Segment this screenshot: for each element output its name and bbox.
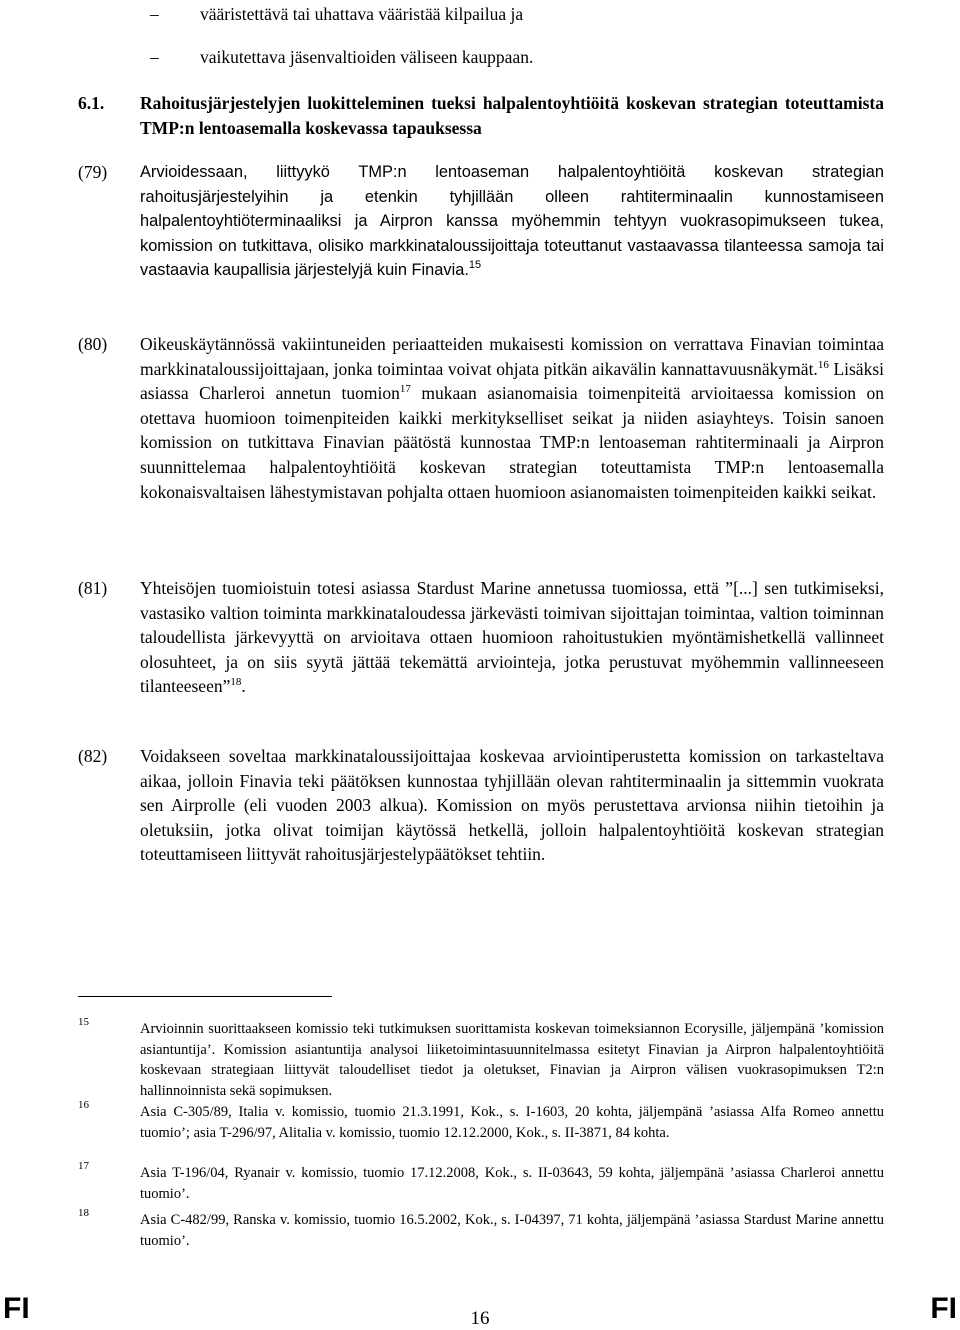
section-number: 6.1. xyxy=(78,93,105,113)
footer-language-right: FI xyxy=(930,1292,957,1325)
footnote-ref[interactable]: 15 xyxy=(468,259,482,272)
paragraph-81 xyxy=(78,576,884,699)
footnote-15 xyxy=(78,1016,884,1101)
paragraph-82 xyxy=(78,744,884,867)
paragraph-body: Oikeuskäytännössä vakiintuneiden periaatteiden mukaisesti komission on verrattava Finavian toimintaa markkinataloussijoittajaan, jonka toimintaa voivat ohjata pitkän aikavälin kannattavuusnäkymät. xyxy=(140,334,884,379)
section-title: Rahoitusjärjestelyjen luokitteleminen tueksi halpalentoyhtiöitä koskevan strategian toteuttamista TMP:n lentoasemalla koskevassa tapauksessa xyxy=(140,93,884,138)
paragraph-number: (79) xyxy=(78,162,108,182)
footnote-17 xyxy=(78,1160,884,1204)
paragraph-text: Voidakseen soveltaa markkinataloussijoittajaa koskevaa arviointiperustetta komission on tarkasteltava aikaa, jolloin Finavia teki päätöksen kunnostaa tyhjillään olevan rahtiterminaalin ja sittemmin vuokrata sen Airprolle (eli vuoden 2003 alkua). Komission on myös perustettava arvionsa niihin tietoihin ja oletuksiin, jotka olivat toimijan käytössä hetkellä, jolloin halpalentoyhtiöitä koskevan strategian toteuttamiseen liittyvät rahoitusjärjestelypäätökset tehtiin. xyxy=(140,746,884,865)
paragraph-number: (80) xyxy=(78,334,108,354)
footnote-number: 16 xyxy=(78,1099,89,1111)
footnote-ref[interactable]: 18 xyxy=(230,676,242,689)
footer-language-left: FI xyxy=(3,1292,30,1325)
dash-bullet: – xyxy=(150,4,159,24)
footnote-ref[interactable]: 16 xyxy=(817,358,829,371)
footnote-16 xyxy=(78,1099,884,1143)
paragraph-body: mukaan asianomaisia toimenpiteitä arvioitaessa komission on otettava huomioon toimenpiteiden kaikki merkitykselliset seikat ja niiden asiayhteys. Toisin sanoen komission on tutkittava Finavian päätöstä kunnostaa TMP:n lentoaseman rahtiterminaali ja Airpron suunnittelemaa halpalentoyhtiöitä koskevan strategian toteuttamista TMP:n lentoasemalla kokonaisvaltaisen lähestymistavan pohjalta ottaen huomioon asianomaisten toimenpiteiden kaikki seikat. xyxy=(140,383,884,502)
paragraph-number: (81) xyxy=(78,578,108,598)
paragraph-body: Arvioidessaan, liittyykö TMP:n lentoaseman halpalentoyhtiöitä koskevan strategian rahoitusjärjestelyihin ja etenkin tyhjillään olleen rahtiterminaalin kunnostamiseen halpalentoyhtiöterminaaliksi ja Airpron kanssa myöhemmin tehtyyn vuokrasopimukseen tukea, komission on tutkittava, olisiko markkinataloussijoittaja toteuttanut vastaavassa tilanteessa samoja tai vastaavia kaupallisia järjestelyjä kuin Finavia. xyxy=(140,163,884,280)
paragraph-number: (82) xyxy=(78,746,108,766)
footnote-number: 17 xyxy=(78,1160,89,1172)
dash-item-text: vaikutettava jäsenvaltioiden väliseen kauppaan. xyxy=(200,47,534,67)
dash-item-text: vääristettävä tai uhattava vääristää kilpailua ja xyxy=(200,4,524,24)
footnote-18 xyxy=(78,1207,884,1251)
footnote-text: Asia T-196/04, Ryanair v. komissio, tuomio 17.12.2008, Kok., s. II-03643, 59 kohta, jäljempänä ’asiassa Charleroi annettu tuomio’. xyxy=(140,1165,884,1202)
footnote-number: 15 xyxy=(78,1016,89,1028)
dash-list-item xyxy=(150,45,533,69)
paragraph-text xyxy=(140,576,884,699)
paragraph-80 xyxy=(78,332,884,504)
footnote-number: 18 xyxy=(78,1207,89,1219)
dash-bullet: – xyxy=(150,47,159,67)
footnote-text: Arvioinnin suorittaakseen komissio teki tutkimuksen suorittamista koskevan toimeksiannon Ecorysille, jäljempänä ’komission asiantuntija’. Komission asiantuntija analysoi liiketoimintasuunnitelmassa esitetyt Finavian ja Airpron halpalentoyhtiöitä koskevaan strategiaan liittyvät taloudelliset tiedot ja oletukset, Finavian ja Airpron välisen vuokrasopimuksen T2:n hallinnoinnista sekä sopimuksen. xyxy=(140,1021,884,1099)
paragraph-body: Yhteisöjen tuomioistuin totesi asiassa Stardust Marine annetussa tuomiossa, että ”[...] sen tutkimiseksi, vastasiko valtion toiminta markkinataloudessa järkevästi toimivan sijoittajan toimintaa, valtion toiminnan taloudellista järkevyyttä on arvioitava ottaen huomioon rahoitustukien myöntämishetkellä vallinneet olosuhteet, ja on siis syytä jättää tekemättä arviointeja, jotka perustuvat myöhemmin vallinneeseen tilanteeseen” xyxy=(140,578,884,697)
paragraph-body: Lisäksi asiassa Charleroi annetun tuomion xyxy=(140,358,884,404)
paragraph-79 xyxy=(78,160,884,283)
page-number: 16 xyxy=(470,1308,490,1329)
paragraph-end: . xyxy=(241,676,246,697)
footnote-ref[interactable]: 17 xyxy=(399,383,411,396)
section-heading xyxy=(78,91,884,141)
dash-list-item xyxy=(150,2,523,26)
footnote-separator xyxy=(78,996,332,997)
paragraph-text xyxy=(140,332,884,504)
paragraph-text xyxy=(140,160,884,283)
footnote-text: Asia C-482/99, Ranska v. komissio, tuomio 16.5.2002, Kok., s. I-04397, 71 kohta, jäljempänä ’asiassa Stardust Marine annettu tuomio’. xyxy=(140,1212,884,1249)
footnote-text: Asia C-305/89, Italia v. komissio, tuomio 21.3.1991, Kok., s. I-1603, 20 kohta, jäljempänä ’asiassa Alfa Romeo annettu tuomio’; asia T-296/97, Alitalia v. komissio, tuomio 12.12.2000, Kok., s. II-3871, 84 kohta. xyxy=(140,1104,884,1141)
